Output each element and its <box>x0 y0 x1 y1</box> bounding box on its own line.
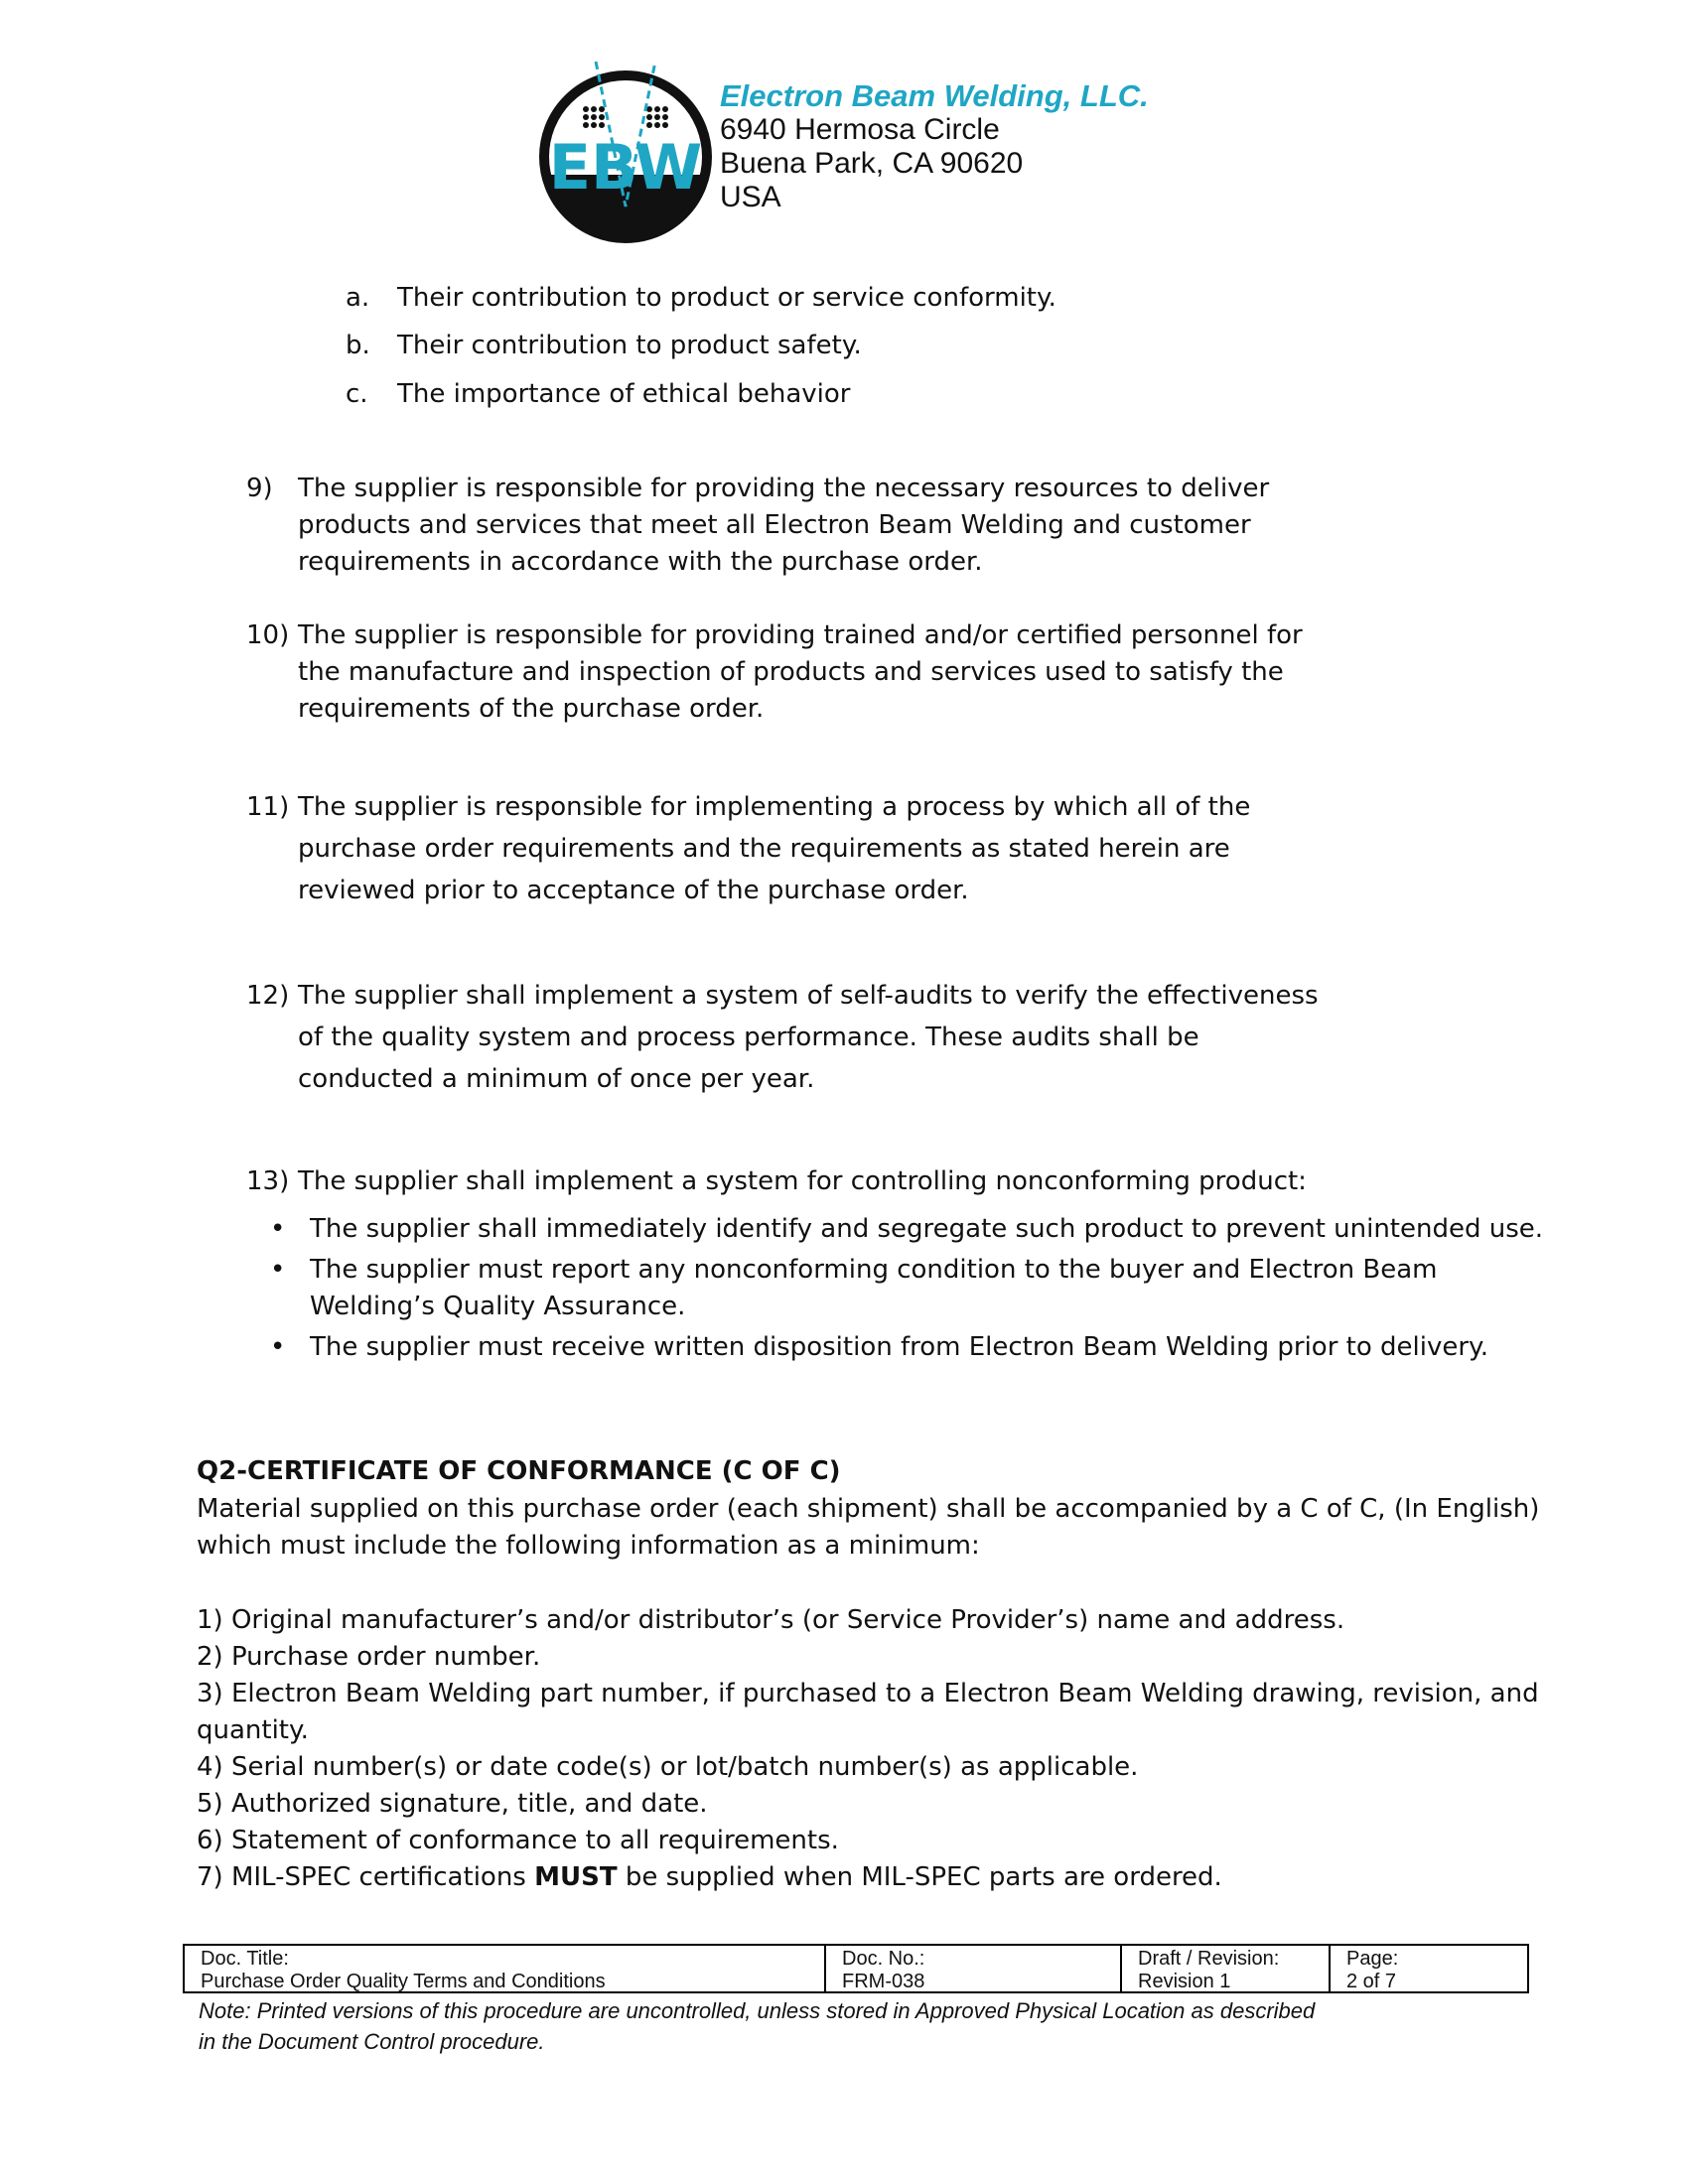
emphasis-text: MUST <box>534 1862 618 1892</box>
company-name: Electron Beam Welding, LLC. <box>720 78 1149 113</box>
coc-list-item: 1) Original manufacturer’s and/or distributor’s (or Service Provider’s) name and address. <box>197 1605 1345 1635</box>
footer-note <box>199 1995 1315 2057</box>
coc-list-item: quantity. <box>197 1715 309 1745</box>
footer-note-line: Note: Printed versions of this procedure are uncontrolled, unless stored in Approved Physical Location as described <box>199 1998 1316 2023</box>
sub-item-label: c. <box>346 379 368 409</box>
footer-value: FRM-038 <box>842 1971 925 1992</box>
item-line: requirements in accordance with the purchase order. <box>298 547 983 577</box>
item-number: 11) <box>246 792 290 822</box>
item-number: 12) <box>246 981 290 1011</box>
ebw-logo <box>536 58 715 246</box>
sub-item-label: b. <box>346 331 370 360</box>
coc-list-item-7 <box>197 1862 1222 1892</box>
bullet-line: The supplier must receive written disposition from Electron Beam Welding prior to delivery. <box>310 1332 1488 1362</box>
sub-item-text: The importance of ethical behavior <box>397 379 851 409</box>
bullet-line: The supplier shall immediately identify and segregate such product to prevent unintended use. <box>310 1214 1544 1244</box>
footer-doc-no-cell <box>826 1946 1122 1991</box>
address-line-2: Buena Park, CA 90620 <box>720 147 1024 180</box>
footer-label: Doc. No.: <box>842 1948 925 1970</box>
item-line: The supplier shall implement a system of self-audits to verify the effectiveness <box>298 981 1319 1011</box>
item-number: 10) <box>246 620 290 650</box>
coc-list-item: 3) Electron Beam Welding part number, if purchased to a Electron Beam Welding drawing, revision, and <box>197 1679 1539 1708</box>
bullet-icon: • <box>270 1214 286 1244</box>
item-number: 9) <box>246 474 273 503</box>
coc-list-item: 6) Statement of conformance to all requirements. <box>197 1826 839 1855</box>
bullet-line: The supplier must report any nonconforming condition to the buyer and Electron Beam <box>310 1255 1438 1285</box>
item-line: conducted a minimum of once per year. <box>298 1064 815 1094</box>
section-intro: which must include the following information as a minimum: <box>197 1531 980 1561</box>
bullet-line: Welding’s Quality Assurance. <box>310 1292 686 1321</box>
footer-label: Page: <box>1346 1948 1399 1970</box>
footer-label: Draft / Revision: <box>1138 1948 1280 1970</box>
sub-item-text: Their contribution to product or service conformity. <box>397 283 1056 313</box>
section-heading: Q2-CERTIFICATE OF CONFORMANCE (C OF C) <box>197 1456 841 1486</box>
item-line: The supplier is responsible for providing the necessary resources to deliver <box>298 474 1270 503</box>
bullet-icon: • <box>270 1255 286 1285</box>
item-line: The supplier is responsible for providing trained and/or certified personnel for <box>298 620 1303 650</box>
company-block <box>720 79 1149 214</box>
item-line: purchase order requirements and the requirements as stated herein are <box>298 834 1230 864</box>
footer-note-line: in the Document Control procedure. <box>199 2029 545 2054</box>
logo-text: EBW <box>548 131 703 204</box>
item-line: The supplier shall implement a system for controlling nonconforming product: <box>298 1166 1307 1196</box>
footer-revision-cell <box>1122 1946 1331 1991</box>
footer-table <box>183 1944 1529 1993</box>
section-intro: Material supplied on this purchase order (each shipment) shall be accompanied by a C of C, (In English) <box>197 1494 1540 1524</box>
item-line: requirements of the purchase order. <box>298 694 765 724</box>
item-line: products and services that meet all Electron Beam Welding and customer <box>298 510 1251 540</box>
address-line-3: USA <box>720 181 781 213</box>
item-line: of the quality system and process performance. These audits shall be <box>298 1023 1199 1052</box>
sub-item-label: a. <box>346 283 370 313</box>
item-text: 7) MIL-SPEC certifications <box>197 1862 535 1892</box>
bullet-icon: • <box>270 1332 286 1362</box>
coc-list-item: 4) Serial number(s) or date code(s) or lot/batch number(s) as applicable. <box>197 1752 1139 1782</box>
footer-label: Doc. Title: <box>201 1948 289 1970</box>
footer-page-cell <box>1331 1946 1527 1991</box>
item-line: the manufacture and inspection of products and services used to satisfy the <box>298 657 1284 687</box>
coc-list-item: 5) Authorized signature, title, and date. <box>197 1789 708 1819</box>
address-line-1: 6940 Hermosa Circle <box>720 113 1000 146</box>
footer-value: 2 of 7 <box>1346 1971 1397 1992</box>
footer-value: Revision 1 <box>1138 1971 1231 1992</box>
sub-item-text: Their contribution to product safety. <box>397 331 862 360</box>
footer-doc-title-cell <box>185 1946 826 1991</box>
item-text: be supplied when MIL-SPEC parts are ordered. <box>617 1862 1222 1892</box>
item-line: The supplier is responsible for implementing a process by which all of the <box>298 792 1251 822</box>
coc-list-item: 2) Purchase order number. <box>197 1642 541 1672</box>
item-line: reviewed prior to acceptance of the purchase order. <box>298 876 969 905</box>
footer-value: Purchase Order Quality Terms and Conditions <box>201 1971 606 1992</box>
item-number: 13) <box>246 1166 290 1196</box>
